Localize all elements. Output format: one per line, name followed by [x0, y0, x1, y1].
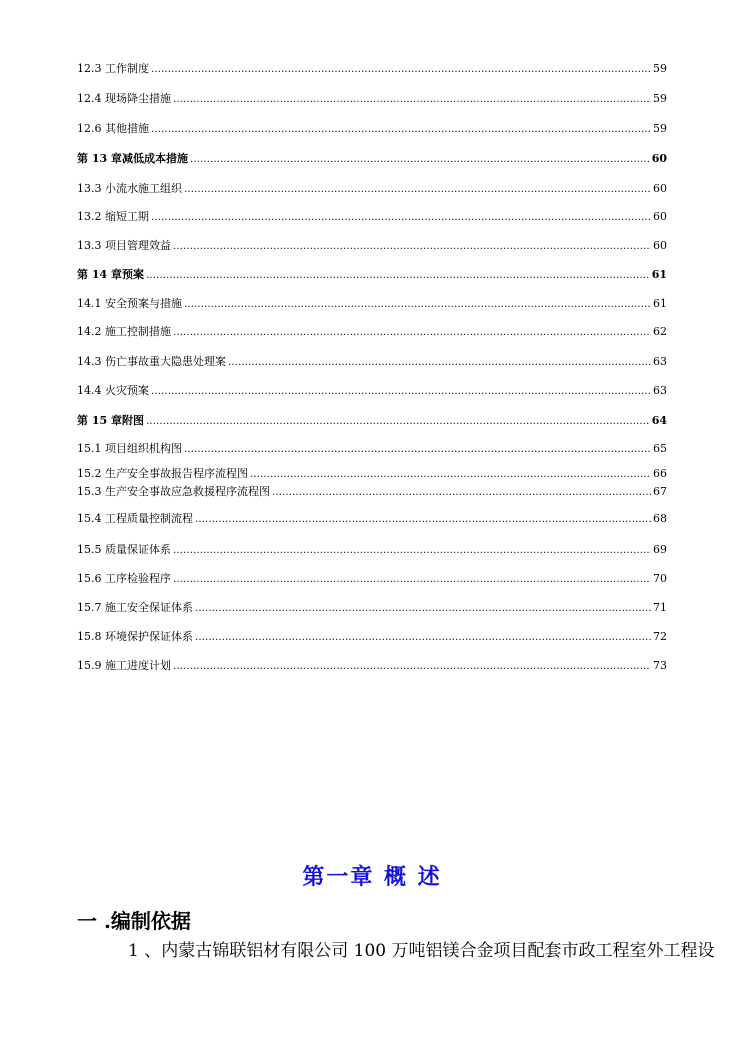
toc-leader-dots [173, 545, 651, 556]
toc-leader-dots [272, 487, 651, 498]
toc-entry-page: 65 [653, 442, 667, 455]
toc-entry-page: 64 [651, 414, 667, 427]
toc-leader-dots [151, 386, 651, 397]
toc-entry [77, 295, 667, 313]
toc-entry-title: 第 15 章附图 [77, 414, 144, 427]
toc-entry-page: 68 [653, 512, 667, 525]
toc-entry [77, 266, 667, 284]
toc-entry [77, 60, 667, 78]
toc-entry [77, 599, 667, 617]
toc-leader-dots [184, 299, 651, 310]
toc-leader-dots [184, 444, 651, 455]
toc-entry-page: 66 [653, 467, 667, 480]
toc-entry-page: 61 [653, 297, 667, 310]
toc-entry-page: 59 [653, 92, 667, 105]
toc-leader-dots [173, 327, 651, 338]
toc-entry-title: 13.3 项目管理效益 [77, 239, 171, 252]
toc-leader-dots [195, 514, 651, 525]
toc-entry [77, 237, 667, 255]
toc-entry-title: 15.3 生产安全事故应急救援程序流程图 [77, 485, 270, 498]
toc-entry-title: 12.3 工作制度 [77, 62, 149, 75]
toc-entry [77, 382, 667, 400]
toc-entry-title: 15.9 施工进度计划 [77, 659, 171, 672]
toc-leader-dots [151, 124, 651, 135]
toc-leader-dots [173, 574, 651, 585]
toc-entry [77, 180, 667, 198]
toc-leader-dots [173, 661, 651, 672]
toc-entry [77, 541, 667, 559]
toc-entry-page: 63 [653, 355, 667, 368]
toc-entry-title: 14.1 安全预案与措施 [77, 297, 182, 310]
toc-entry [77, 412, 667, 430]
toc-entry-page: 60 [653, 239, 667, 252]
toc-leader-dots [195, 603, 651, 614]
toc-entry [77, 510, 667, 528]
toc-leader-dots [184, 184, 651, 195]
toc-entry [77, 120, 667, 138]
toc-entry-page: 70 [653, 572, 667, 585]
toc-entry-page: 60 [651, 152, 667, 165]
toc-entry-page: 62 [653, 325, 667, 338]
toc-entry-page: 71 [653, 601, 667, 614]
toc-leader-dots [146, 416, 650, 427]
toc-entry [77, 570, 667, 588]
toc-entry-page: 59 [653, 122, 667, 135]
toc-leader-dots [173, 241, 651, 252]
toc-entry [77, 208, 667, 226]
toc-entry-page: 63 [653, 384, 667, 397]
toc-entry [77, 440, 667, 458]
toc-leader-dots [228, 357, 651, 368]
toc-entry-title: 15.2 生产安全事故报告程序流程图 [77, 467, 248, 480]
toc-entry [77, 323, 667, 341]
body-text-line: 1 、内蒙古锦联铝材有限公司 100 万吨铝镁合金项目配套市政工程室外工程设 [128, 941, 715, 961]
toc-entry-title: 15.4 工程质量控制流程 [77, 512, 193, 525]
toc-entry [77, 150, 667, 168]
toc-leader-dots [151, 212, 651, 223]
toc-entry-title: 第 13 章减低成本措施 [77, 152, 188, 165]
toc-leader-dots [151, 64, 651, 75]
toc-entry-page: 61 [651, 268, 667, 281]
toc-entry [77, 90, 667, 108]
toc-entry-title: 15.5 质量保证体系 [77, 543, 171, 556]
toc-entry-title: 14.2 施工控制措施 [77, 325, 171, 338]
toc-entry [77, 483, 667, 501]
toc-entry-title: 15.8 环境保护保证体系 [77, 630, 193, 643]
toc-entry-page: 69 [653, 543, 667, 556]
toc-entry [77, 657, 667, 675]
toc-leader-dots [146, 270, 650, 281]
toc-entry-title: 13.3 小流水施工组织 [77, 182, 182, 195]
toc-entry-title: 15.6 工序检验程序 [77, 572, 171, 585]
toc-entry-page: 67 [653, 485, 667, 498]
toc-leader-dots [195, 632, 651, 643]
toc-entry-page: 72 [653, 630, 667, 643]
toc-entry-title: 14.3 伤亡事故重大隐患处理案 [77, 355, 226, 368]
toc-entry-page: 73 [653, 659, 667, 672]
toc-leader-dots [190, 154, 650, 165]
toc-entry-page: 59 [653, 62, 667, 75]
toc-entry-title: 12.4 现场降尘措施 [77, 92, 171, 105]
toc-entry-title: 15.1 项目组织机构图 [77, 442, 182, 455]
toc-entry-title: 12.6 其他措施 [77, 122, 149, 135]
section-heading: 一 .编制依据 [77, 909, 191, 933]
toc-entry-title: 14.4 火灾预案 [77, 384, 149, 397]
chapter-title: 第一章 概 述 [302, 864, 442, 890]
toc-leader-dots [250, 469, 651, 480]
toc-entry [77, 628, 667, 646]
toc-entry-title: 第 14 章预案 [77, 268, 144, 281]
toc-entry-title: 13.2 缩短工期 [77, 210, 149, 223]
toc-entry [77, 353, 667, 371]
toc-entry [77, 465, 667, 483]
toc-entry-page: 60 [653, 210, 667, 223]
toc-leader-dots [173, 94, 651, 105]
toc-entry-title: 15.7 施工安全保证体系 [77, 601, 193, 614]
toc-entry-page: 60 [653, 182, 667, 195]
